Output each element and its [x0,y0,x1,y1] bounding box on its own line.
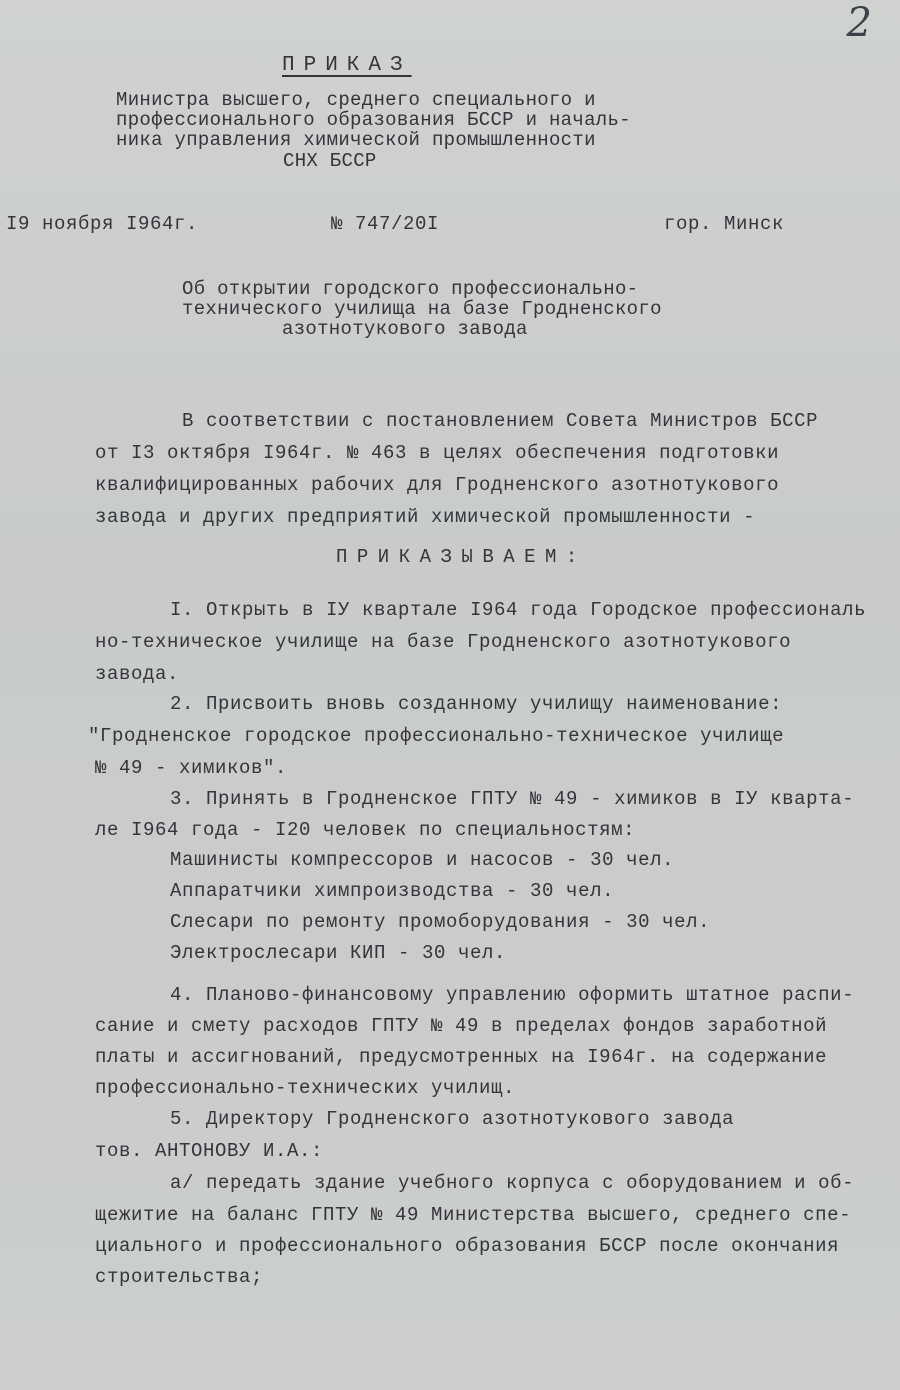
issuer-line: Министра высшего, среднего специального и [116,89,596,111]
issuer-line: СНХ БССР [283,150,377,172]
item-line: "Гродненское городское профессионально-техническое училище [88,725,785,747]
order-place: гор. Минск [664,213,785,235]
item-line: 3. Принять в Гродненское ГПТУ № 49 - химиков в IУ кварта- [170,788,855,810]
preamble-line: В соответствии с постановлением Совета Министров БССР [182,410,819,432]
item-line: платы и ассигнований, предусмотренных на I964г. на содержание [95,1046,828,1068]
item-line: тов. АНТОНОВУ И.А.: [95,1140,324,1162]
subject-line: азотнотукового завода [282,318,528,340]
preamble-line: квалифицированных рабочих для Гродненского азотнотукового [95,474,780,496]
item-line: I. Открыть в IУ квартале I964 года Городское профессиональ [170,599,867,621]
item-line: 5. Директору Гродненского азотнотукового завода [170,1108,735,1130]
page-number: 2 [846,0,872,46]
item-line: № 49 - химиков". [95,757,288,779]
specialty-line: Машинисты компрессоров и насосов - 30 чел. [170,849,675,871]
specialty-line: Слесари по ремонту промоборудования - 30 чел. [170,911,711,933]
item-line: щежитие на баланс ГПТУ № 49 Министерства высшего, среднего спе- [95,1204,852,1226]
order-date: I9 ноября I964г. [6,213,199,235]
document-title: ПРИКАЗ [282,54,412,77]
order-number: № 747/20I [331,213,440,235]
subject-line: Об открытии городского профессионально- [182,278,639,300]
item-line: сание и смету расходов ГПТУ № 49 в пределах фондов заработной [95,1015,828,1037]
preamble-line: от I3 октября I964г. № 463 в целях обеспечения подготовки [95,442,780,464]
subject-line: технического училища на базе Гродненского [182,298,662,320]
specialty-line: Электрослесари КИП - 30 чел. [170,942,507,964]
item-line: 4. Планово-финансовому управлению оформить штатное распи- [170,984,855,1006]
item-line: циального и профессионального образования БССР после окончания [95,1235,840,1257]
item-line: профессионально-технических училищ. [95,1077,516,1099]
issuer-line: профессионального образования БССР и началь- [116,109,631,131]
item-line: строительства; [95,1266,264,1288]
item-line: но-техническое училище на базе Гродненского азотнотукового [95,631,792,653]
order-word: ПРИКАЗЫВАЕМ: [336,546,587,568]
preamble-line: завода и других предприятий химической промышленности - [95,506,756,528]
item-line: 2. Присвоить вновь созданному училищу наименование: [170,693,783,715]
item-line: ле I964 года - I20 человек по специальностям: [95,819,636,841]
item-line: завода. [95,663,180,685]
issuer-line: ника управления химической промышленности [116,129,596,151]
item-line: а/ передать здание учебного корпуса с оборудованием и об- [170,1172,855,1194]
specialty-line: Аппаратчики химпроизводства - 30 чел. [170,880,615,902]
